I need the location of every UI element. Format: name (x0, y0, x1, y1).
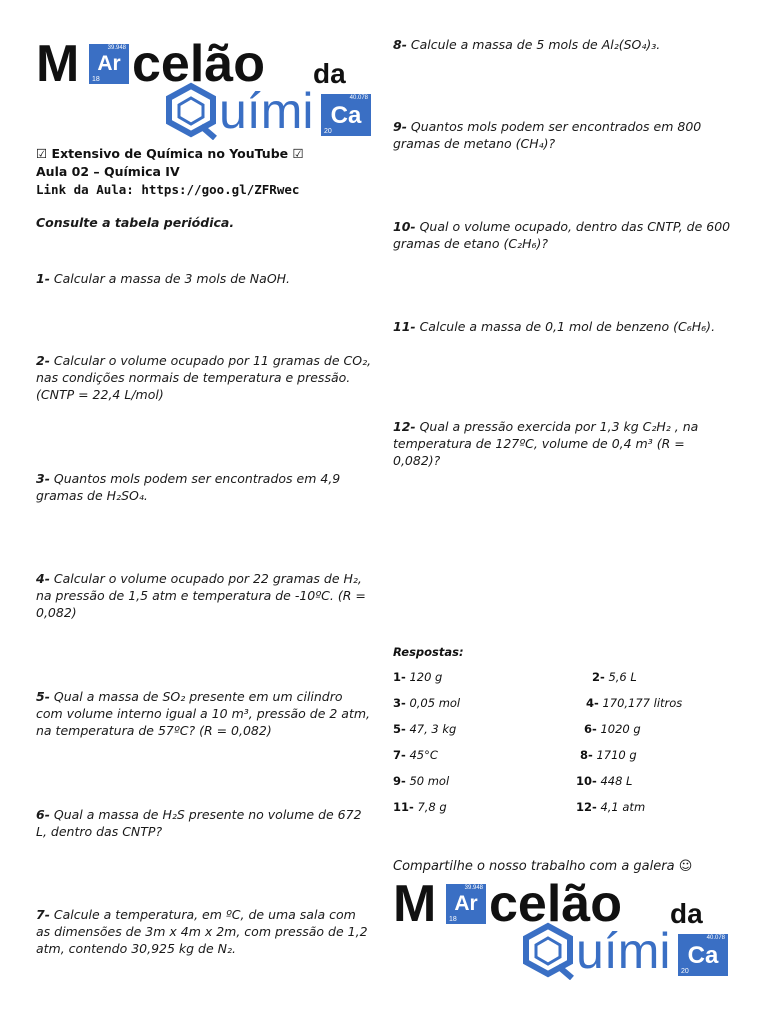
answer-7 (393, 748, 438, 762)
question-text: Quantos mols podem ser encontrados em 800 gramas de metano (CH₄)? (393, 119, 702, 151)
consult-note (36, 214, 234, 231)
question-number: 7- (36, 907, 50, 922)
answer-number: 1- (393, 670, 406, 684)
question-number: 9- (393, 119, 407, 134)
answer-12 (576, 800, 645, 814)
question-text: Calcular a massa de 3 mols de NaOH. (53, 271, 291, 286)
answer-value: 448 L (600, 774, 633, 788)
answer-9 (393, 774, 449, 788)
header-line-2: Aula 02 – Química IV (36, 164, 180, 179)
answer-value: 7,8 g (417, 800, 447, 814)
logo-quimi: uími (219, 83, 314, 139)
answer-value: 45°C (409, 748, 438, 762)
logo-ca-number: 20 (324, 128, 332, 135)
answer-8 (580, 748, 637, 762)
answer-value: 4,1 atm (600, 800, 646, 814)
answer-number: 12- (576, 800, 597, 814)
question-3 (36, 470, 372, 504)
answer-10 (576, 774, 632, 788)
question-text: Quantos mols podem ser encontrados em 4,9 gramas de H₂SO₄. (36, 471, 341, 503)
question-9 (393, 118, 733, 152)
logo-top (36, 36, 376, 141)
logo-ca-mass: 40.078 (706, 935, 725, 941)
consult-text: Consulte a tabela periódica. (36, 215, 235, 230)
question-text: Qual a massa de H₂S presente no volume de 672 L, dentro das CNTP? (36, 807, 362, 839)
question-number: 2- (36, 353, 50, 368)
logo-ca-mass: 40.078 (349, 95, 368, 101)
answer-1 (393, 670, 442, 684)
answer-5 (393, 722, 456, 736)
logo-ca-number: 20 (681, 968, 689, 975)
answer-number: 4- (586, 696, 599, 710)
answer-value: 5,6 L (608, 670, 637, 684)
answer-number: 10- (576, 774, 597, 788)
question-1 (36, 270, 372, 287)
answer-value: 50 mol (409, 774, 450, 788)
question-text: Calcule a massa de 0,1 mol de benzeno (C₆H₆). (419, 319, 716, 334)
answer-value: 1020 g (600, 722, 641, 736)
answer-number: 8- (580, 748, 593, 762)
logo-ar-tile (89, 44, 129, 84)
logo-ar-tile (446, 884, 486, 924)
question-number: 12- (393, 419, 416, 434)
question-12 (393, 418, 733, 469)
logo-ca-tile (678, 934, 728, 976)
question-number: 6- (36, 807, 50, 822)
logo-da: da (313, 58, 346, 89)
question-number: 1- (36, 271, 50, 286)
answer-number: 2- (592, 670, 605, 684)
logo-ca-symbol: Ca (687, 942, 719, 969)
logo-celao: celão (489, 875, 622, 933)
logo-ar-mass: 39.948 (107, 45, 126, 51)
answer-number: 7- (393, 748, 406, 762)
answer-number: 3- (393, 696, 406, 710)
logo-celao: celão (132, 35, 265, 93)
question-4 (36, 570, 372, 621)
answer-11 (393, 800, 447, 814)
logo-quimi: uími (576, 923, 671, 979)
hexagon-q-icon (520, 922, 576, 980)
answer-2 (592, 670, 637, 684)
answer-value: 0,05 mol (409, 696, 461, 710)
answer-3 (393, 696, 460, 710)
hexagon-q-icon (163, 82, 219, 140)
question-number: 11- (393, 319, 416, 334)
question-text: Qual o volume ocupado, dentro das CNTP, de 600 gramas de etano (C₂H₆)? (393, 219, 731, 251)
answers-title: Respostas: (393, 645, 464, 659)
logo-ca-tile (321, 94, 371, 136)
logo-da: da (670, 898, 703, 929)
logo-bottom (393, 876, 733, 981)
question-5 (36, 688, 372, 739)
logo-m: M (36, 35, 80, 93)
answer-number: 6- (584, 722, 597, 736)
logo-ar-number: 18 (449, 916, 457, 923)
answer-value: 1710 g (596, 748, 637, 762)
question-10 (393, 218, 733, 252)
logo-ar-number: 18 (92, 76, 100, 83)
question-text: Qual a pressão exercida por 1,3 kg C₂H₂ , na temperatura de 127ºC, volume de 0,4 m³ (R = 0,082)? (393, 419, 699, 468)
question-6 (36, 806, 372, 840)
question-number: 10- (393, 219, 416, 234)
question-text: Calcule a temperatura, em ºC, de uma sala com as dimensões de 3m x 4m x 2m, com pressão de 1,2 atm, contendo 30,925 kg de N₂. (36, 907, 368, 956)
question-8 (393, 36, 733, 53)
question-number: 5- (36, 689, 50, 704)
question-11 (393, 318, 733, 335)
question-text: Calcular o volume ocupado por 11 gramas de CO₂, nas condições normais de temperatura e pressão. (CNTP = 22,4 L/mol) (36, 353, 372, 402)
answer-number: 11- (393, 800, 414, 814)
question-number: 8- (393, 37, 407, 52)
logo-ar-symbol: Ar (97, 52, 121, 75)
answer-4 (586, 696, 682, 710)
question-number: 3- (36, 471, 50, 486)
logo-m: M (393, 875, 437, 933)
question-text: Calcular o volume ocupado por 22 gramas de H₂, na pressão de 1,5 atm e temperatura de -10ºC. (R = 0,082) (36, 571, 366, 620)
question-number: 4- (36, 571, 50, 586)
header-line-3: Link da Aula: https://goo.gl/ZFRwec (36, 182, 300, 197)
logo-ca-symbol: Ca (330, 102, 362, 129)
answer-value: 120 g (409, 670, 443, 684)
question-text: Qual a massa de SO₂ presente em um cilindro com volume interno igual a 10 m³, pressão de 2 atm, na temperatura de 57ºC? (R = 0,082) (36, 689, 371, 738)
answer-number: 5- (393, 722, 406, 736)
answer-6 (584, 722, 641, 736)
logo-ar-symbol: Ar (454, 892, 478, 915)
logo-ar-mass: 39.948 (464, 885, 483, 891)
answer-number: 9- (393, 774, 406, 788)
question-2 (36, 352, 372, 403)
question-7 (36, 906, 372, 957)
share-text: Compartilhe o nosso trabalho com a galera ☺ (393, 859, 693, 874)
header-line-1: ☑ Extensivo de Química no YouTube ☑ (36, 146, 304, 161)
answer-value: 47, 3 kg (409, 722, 457, 736)
answer-value: 170,177 litros (602, 696, 683, 710)
question-text: Calcule a massa de 5 mols de Al₂(SO₄)₃. (410, 37, 661, 52)
